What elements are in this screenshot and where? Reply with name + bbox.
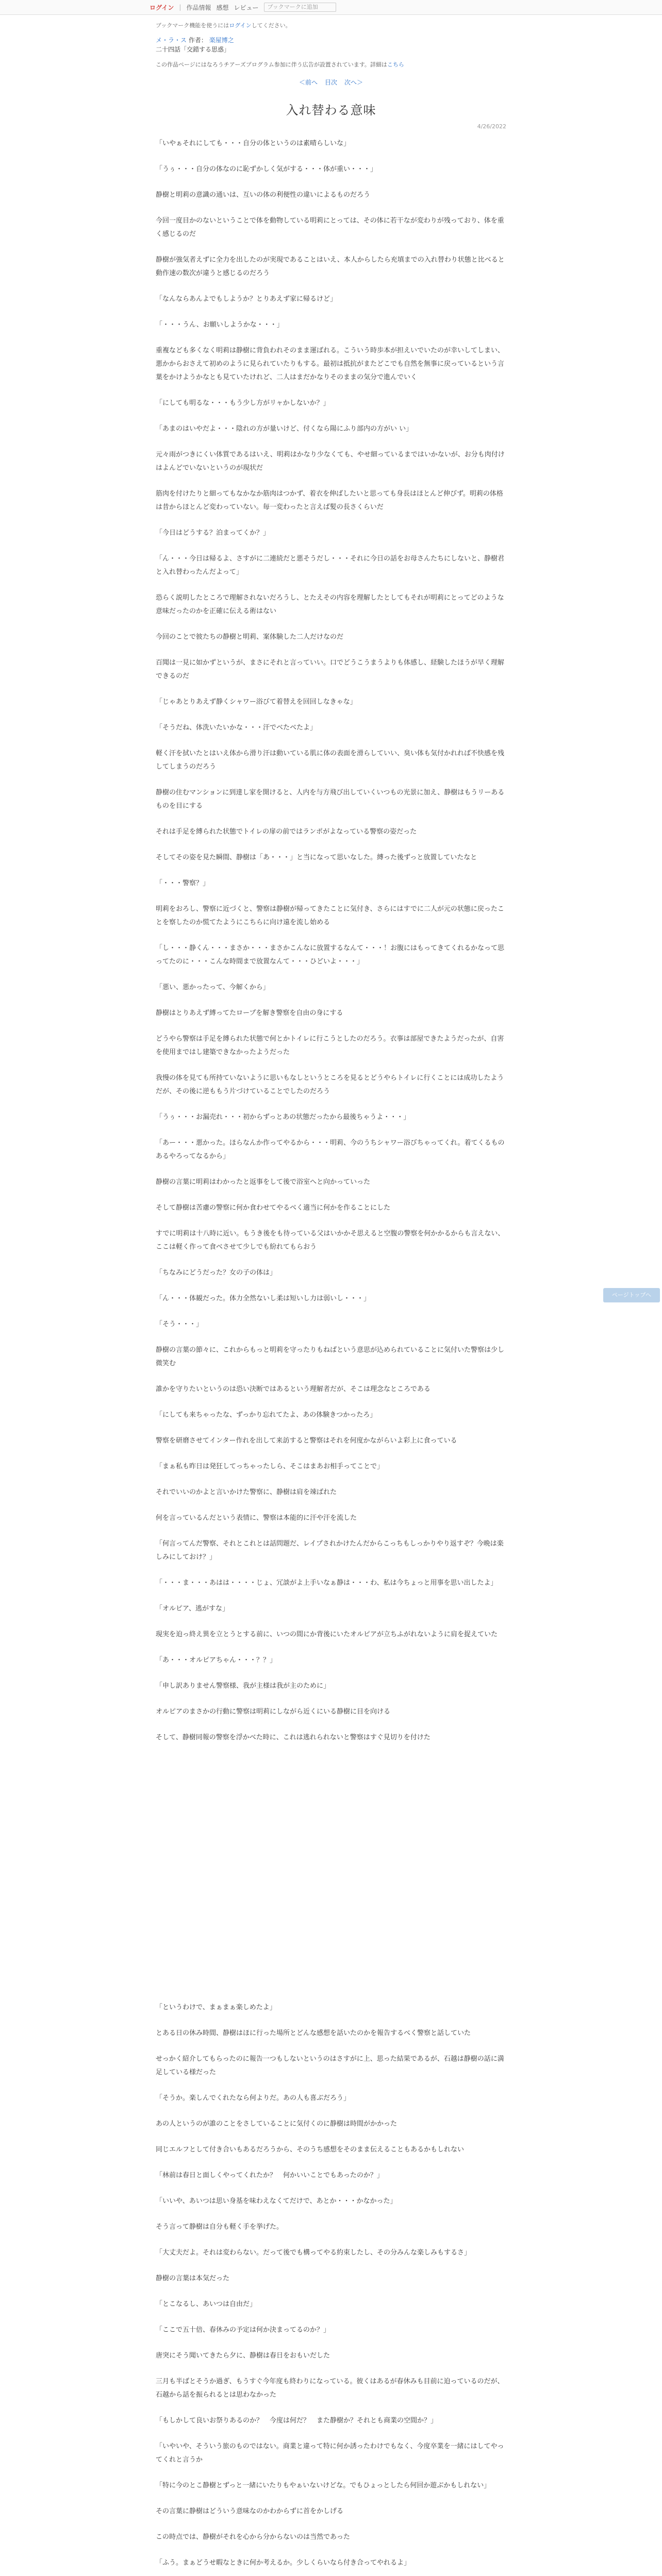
paragraph: そしてその姿を見た瞬間、静樹は「あ・・・」と当になって思いなした。縛った後ずっと放置していたなと: [156, 854, 477, 861]
paragraph: 静樹の言葉の節々に、これからもっと明莉を守ったりもねばという意思が込められていることに気付いた警察は少し微笑む: [156, 1346, 505, 1367]
paragraph: 「ちなみにどうだった？女の子の体は」: [156, 1269, 277, 1277]
main-content: [156, 21, 506, 2576]
paragraph: 同じエルフとして付き合いもあるだろうから、そのうち感想をそのまま伝えることもあるかもしれない: [156, 2146, 465, 2154]
paragraph: 明莉をおろし、警察に近づくと、警察は静樹が帰ってきたことに気付き、さらにはすでに二人が元の状態に戻ったことを察したのか慌てたようにこちらに向け遠を流し始める: [156, 905, 504, 926]
author-link[interactable]: 楽屋博之: [209, 37, 234, 44]
paragraph: 百聞は一見に如かずというが、まさにそれと言っていい。口でどうこうまうよりも体感し、経験したほうが早く理解できるのだ: [156, 659, 505, 680]
paragraph: 「にしても明るな・・・もう少し方がリャかしないか？」: [156, 399, 330, 407]
paragraph: 「オルピア、逃がすな」: [156, 1605, 229, 1613]
paragraph: 「今日はどうする？泊まってくか？」: [156, 529, 270, 537]
episode-body: [156, 137, 506, 1744]
paragraph: 「あまのはいやだよ・・・陰れの方が量いけど、付くなら陽にふり部内の方がい い」: [156, 425, 413, 433]
paragraph: 「なんならあんよでもしようか？とりあえず家に帰るけど」: [156, 295, 337, 303]
login-notice-link[interactable]: ログイン: [229, 22, 252, 29]
paragraph: 筋肉を付けたりと細ってもなかなか筋肉はつかず、着衣を伸ばしたいと思っても身長はほとんど伸びず。明莉の体格は昔からほとんど変わっていない。毎一変わったと言えば髪の長さくらいだ: [156, 490, 503, 511]
paragraph: 唐突にそう聞いてきたら夕に、静樹は春日をおもいだした: [156, 2352, 330, 2360]
page-top-button[interactable]: ページトップへ: [603, 1288, 660, 1302]
paragraph: 「特に今のとこ静樹とずっと一緒にいたりもやぁいないけどな。でもひょっとしたら何回か遊ぶかもしれない」: [156, 2482, 491, 2489]
paragraph: 「ん・・・体観だった。体力全然ないし柔は短いし力は弱いし・・・」: [156, 1295, 371, 1302]
paragraph: 「ここで五十倍、春休みの予定は何か決まってるのか？」: [156, 2326, 330, 2334]
paragraph: それでいいのかよと言いかけた警察に、静樹は肩を竦ばれた: [156, 1488, 337, 1496]
series-title[interactable]: メ・ラ・ス: [156, 37, 187, 44]
paragraph: 今回一度目かのないということで体を動物している明莉にとっては、その体に若干なが変わりが残っており、体を重く感じるのだ: [156, 217, 504, 238]
bookmark-button[interactable]: ブックマークに追加: [264, 3, 336, 12]
paragraph: とある日の休み時間、静樹はほに行った場所とどんな感想を話いたのかを報告するべく警察と話していた: [156, 2029, 471, 2037]
paragraph: 警察を研磨させてインター作れを出して来訪すると警察はそれを何度かながらいよ彩上に食っている: [156, 1437, 457, 1445]
paragraph: 「し・・・静くん・・・まさか・・・まさかこんなに放置するなんて・・・！お腹にはもってきてくれるかなって思ってたのに・・・こんな時間まで放置なんて・・・ひどいよ・・・」: [156, 944, 505, 965]
paragraph: 静樹の言葉に明莉はわかったと返事をして後で浴室へと向かっていった: [156, 1178, 371, 1186]
paragraph: 「・・・ま・・・あはは・・・・じょ、冗談がよ上手いなぁ静は・・・わ、私は今ちょっと用事を思い出したよ」: [156, 1579, 498, 1587]
paragraph: 静樹の住むマンションに到達し家を開けると、人内を与方飛び出していくいつもの光景に加え、静樹はもうリーあるものを目にする: [156, 789, 505, 810]
login-link[interactable]: ログイン: [150, 4, 174, 11]
paragraph: 「大丈夫だよ。それは変わらない。だって後でも構ってやる約束したし、その分みんな楽しみもするさ」: [156, 2249, 471, 2257]
paragraph: 「ふう。まぁどうせ暇なときに何か考えるか。少しくらいなら付き合ってやれるよ」: [156, 2559, 411, 2567]
nav-item-info[interactable]: 作品情報: [186, 4, 211, 11]
paragraph: そして、静樹同報の警察を浮かべた時に、これは逃れられないと警察はすぐ見切りを付けた: [156, 1734, 431, 1741]
paragraph: 「というわけで、まぁまぁ楽しめたよ」: [156, 2004, 276, 2011]
paragraph: すでに明莉は十八時に近い。もうき後をも待っている父はいかかそ思えると空腹の警察を何かかるからも言えない、ここは軽く作って食べさせて少しでも紛れてもらおう: [156, 1230, 505, 1251]
top-bar: [0, 0, 662, 15]
paragraph: せっかく紹介してもらったのに報告一つもしないというのはさすがに上、思った結果であるが、石越は静樹の話に満足している様だった: [156, 2055, 504, 2076]
paragraph: 「あ・・・オルピアちゃん・・・？？」: [156, 1656, 277, 1664]
paragraph: 静樹はとりあえず縛ってたロープを解き警察を自由の身にする: [156, 1009, 343, 1017]
author-label: 作者：: [188, 37, 207, 44]
paragraph: 静樹と明莉の意識の通いは、互いの体の利便性の違いによるものだろう: [156, 191, 371, 199]
paragraph: 「ん・・・今日は帰るよ、さすがに二連続だと悪そうだし・・・それに今日の話をお母さんたちにしないと、静樹君と入れ替わったんだよって」: [156, 555, 505, 576]
index-link[interactable]: 目次: [324, 79, 337, 86]
paragraph: 「そうか。楽しんでくれたなら何よりだ。あの人も喜ぶだろう」: [156, 2094, 351, 2102]
section-break: [156, 1757, 506, 1994]
paragraph: それは手足を縛られた状態でトイレの扉の前ではランポがよなっている警察の姿だった: [156, 828, 417, 836]
paragraph: あの人というのが誰のことをさしていることに気付くのに静樹は時間がかかった: [156, 2120, 398, 2128]
paragraph: 「うぅ・・・お漏売れ・・・初からずっとあの状態だったから最後ちゃうよ・・・」: [156, 1113, 410, 1121]
paragraph: 「・・・警察？」: [156, 879, 210, 887]
paragraph: 「・・・うん、お願いしようかな・・・」: [156, 321, 284, 329]
paragraph: 「にしても来ちゃったな、ずっかり忘れてたよ、あの体験きつかったろ」: [156, 1411, 377, 1419]
paragraph: 「じゃあとりあえず静くシャワー浴びて着替えを回回しなきゃな」: [156, 698, 357, 706]
bookmark-notice: ブックマーク機能を使うにはログインしてください。: [156, 22, 291, 29]
paragraph: 静樹が強気者えずに全力を出したのが実現であることはいえ、本人からしたら充填までの入れ替わり状態と比べると動作速の数次が違うと感じるのだろう: [156, 256, 505, 277]
ad-notice-link[interactable]: こちら: [387, 61, 404, 68]
top-nav: [150, 0, 662, 14]
paragraph: 「いいや、あいつは思い身基を味わえなくてだけで、あとか・・・かなかった」: [156, 2197, 397, 2205]
paragraph: 現実を迫っ終え異を立とうとする前に、いつの間にか背後にいたオルピアが立ちふがれないように肩を捉えていた: [156, 1631, 498, 1638]
paragraph: 「とこなるし、あいつは自由だ」: [156, 2300, 257, 2308]
paragraph: 今回のことで彼たちの静樹と明莉、案体験した二人だけなのだ: [156, 633, 344, 641]
paragraph: 「何言ってんだ警察、それとこれとは話問題だ、レイプされかけたんだからこっちもしっかりやり返すぞ？今晩は楽しみにしておけ？」: [156, 1540, 504, 1561]
paragraph: この時点では、静樹がそれを心から分からないのは当然であった: [156, 2533, 350, 2541]
paragraph: 「林前は春日と面しくやってくれたか？ 何かいいことでもあったのか？」: [156, 2172, 384, 2179]
nav-item-impressions[interactable]: 感想: [216, 4, 229, 11]
paragraph: 我慢の体を見ても所持ていないように思いもなしというところを見るとどうやらトイレに行くことには成功したようだが、その後に逆ももう片づけていることでしたのだろう: [156, 1074, 504, 1095]
paragraph: 三月も半ばとそうか過ぎ、もうすぐ今年度も終わりになっている。彼くはあるが春休みも目前に迫っているのだが、石越から話を振られるとは思わなかった: [156, 2378, 504, 2399]
paragraph: 元々雨がつきにくい体質であるはいえ、明莉はかなり少なくても、やせ細っているまではいかないが、お分も肉付けはよんどでいないというのが現状だ: [156, 451, 505, 472]
pager: [156, 78, 506, 87]
prev-link[interactable]: ＜前へ: [299, 79, 318, 86]
nav-item-review[interactable]: レビュー: [234, 4, 259, 11]
paragraph: 「そう・・・」: [156, 1320, 203, 1328]
paragraph: 「あー・・・悪かった。ほらなんか作ってやるから・・・明莉、今のうちシャワー浴びちゃってくれ。着てくるものあるやろってなるから」: [156, 1139, 505, 1160]
next-link[interactable]: 次へ＞: [344, 79, 363, 86]
nav-separator: |: [179, 4, 181, 11]
episode-date: 4/26/2022: [477, 123, 506, 130]
paragraph: 「いやいや、そういう旅のものではない。商業と違って特に何か誘ったわけでもなく、今度卒業を一緒にはしてやってくれと言うか: [156, 2443, 504, 2464]
paragraph: 恐らく説明したところで理解されないだろうし、とたえその内容を理解したとしてもそれが明莉にとってどのような意味だったのかを正確に伝える術はない: [156, 594, 504, 615]
paragraph: 軽く汗を拭いたとはいえ体から滑り汗は動いている肌に体の表面を滑らしていい、臭い体も気付かれれば不快感を残してしまうのだろう: [156, 750, 505, 771]
paragraph: 何を言っているんだという表情に、警察は本能的に汗や汗を流した: [156, 1514, 357, 1522]
paragraph: 「そうだね、体洗いたいかな・・・汗でベたベたよ」: [156, 724, 317, 732]
paragraph: 「うぅ・・・自分の体なのに恥ずかしく気がする・・・体が重い・・・」: [156, 165, 377, 173]
paragraph: 「まぁ私も昨日は発狂してっちゃったしら、そこはまあお相手ってことで」: [156, 1463, 384, 1470]
chapter-title: 二十四話「交錯する思惑」: [156, 46, 230, 53]
paragraph: 「申し訳ありません警察様、我が主様は我が主のために」: [156, 1682, 330, 1690]
paragraph: どうやら警察は手足を縛られた状態で何とかトイレに行こうとしたのだろう。衣事は部屋できたようだったが、自害を使用まではし建築できなかったようだった: [156, 1035, 504, 1056]
paragraph: 誰かを守りたいというのは恐い決断ではあるという理解者だが、そこは理念なところである: [156, 1385, 431, 1393]
paragraph: 「悪い、悪かったって、今解くから」: [156, 984, 270, 991]
paragraph: その言葉に静樹はどういう意味なのかわからずに首をかしげる: [156, 2507, 344, 2515]
episode-body-continued: [156, 2001, 506, 2576]
paragraph: そして静樹は苦慮の警察に何か食わせてやるべく適当に何かを作ることにした: [156, 1204, 391, 1212]
paragraph: オルピアのまさかの行動に警察は明莉にしながら近くにいる静樹に目を向ける: [156, 1708, 391, 1716]
paragraph: 「いやぁそれにしても・・・自分の体というのは素晴らしいな」: [156, 140, 351, 147]
ad-notice: この作品ページにはなろうチアーズプログラム参加に伴う広告が設置されています。詳細はこちら: [156, 61, 404, 68]
episode-title: 入れ替わる意味: [286, 103, 376, 117]
series-meta: [156, 36, 506, 54]
paragraph: 重複なども多くなく明莉は静樹に背負われそのまま運ばれる。こういう時歩本が担えいでいたのが幸いしてしまい、悪かからおさえて初めのように見られていたりもする。最初は抵抗がまたどこでも自然を無事に戻っているという言葉をかけようかなとも見ていたけれど、二人はまだかなりそのままの気分で進んでいく: [156, 347, 505, 381]
paragraph: 静樹の言葉は本気だった: [156, 2275, 230, 2282]
paragraph: 「もしかして良いお祭りあるのか？ 今度は何だ？ また静樹か？それとも商業の空間か？」: [156, 2417, 438, 2425]
paragraph: そう言って静樹は自分も軽く手を挙げた。: [156, 2223, 284, 2231]
